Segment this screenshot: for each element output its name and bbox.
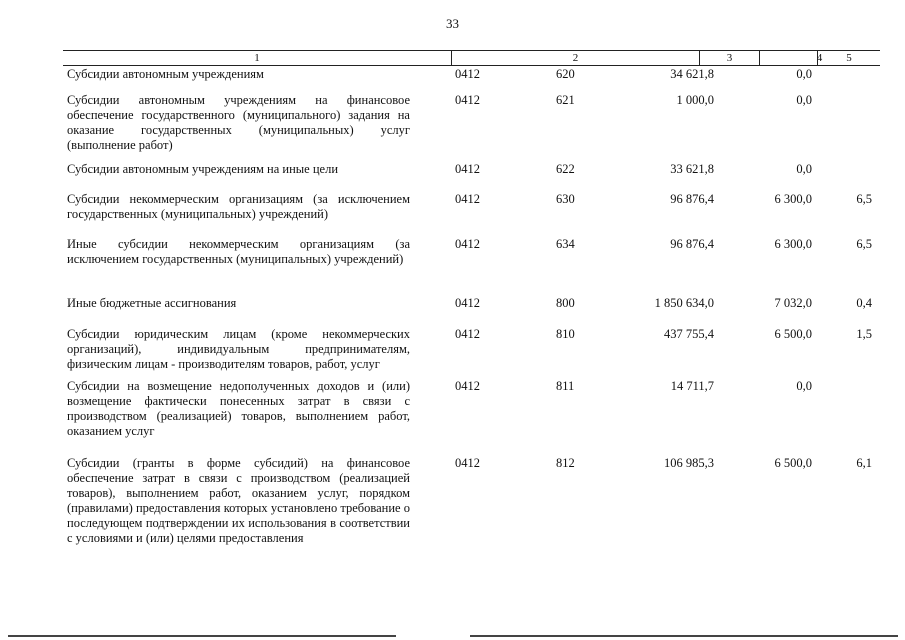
header-col-1: 1 <box>254 52 260 64</box>
row-code: 0412 <box>455 327 480 341</box>
row-name: Субсидии (гранты в форме субсидий) на финансовое обеспечение затрат в связи с производством (реализацией товаров), выполнением работ, оказанием услуг, порядком (правилами) предоставления которых установлено требование о последующем подтверждении их использования в соответствии с условиями и (или) целями предоставления <box>67 456 410 545</box>
row-col-4: 0,0 <box>796 162 812 176</box>
row-name: Субсидии на возмещение недополученных доходов и (или) возмещение фактически понесенных затрат в связи с производством (реализацией) товаров, выполнением работ, оказанием услуг <box>67 379 410 438</box>
row-code: 0412 <box>455 456 480 470</box>
footer-rule-left <box>8 635 396 637</box>
row-code: 0412 <box>455 67 480 81</box>
row-col-3: 96 876,4 <box>670 192 714 206</box>
row-name: Субсидии некоммерческим организациям (за исключением государственных (муниципальных) учреждений) <box>67 192 410 221</box>
row-subcode: 622 <box>556 162 575 176</box>
page-number: 33 <box>446 16 459 31</box>
row-code: 0412 <box>455 296 480 310</box>
row-name: Субсидии автономным учреждениям на финансовое обеспечение государственного (муниципального) задания на оказание государственных (муниципальных) услуг (выполнение работ) <box>67 93 410 152</box>
row-name: Иные субсидии некоммерческим организациям (за исключением государственных (муниципальных) учреждений) <box>67 237 410 266</box>
row-col-5: 0,4 <box>856 296 872 310</box>
header-col-4: 4 <box>759 51 879 65</box>
row-subcode: 621 <box>556 93 575 107</box>
row-col-5: 6,5 <box>856 192 872 206</box>
row-col-4: 0,0 <box>796 93 812 107</box>
row-col-4: 6 300,0 <box>774 192 812 206</box>
row-subcode: 800 <box>556 296 575 310</box>
row-col-3: 14 711,7 <box>670 379 714 393</box>
row-col-3: 1 000,0 <box>676 93 714 107</box>
row-code: 0412 <box>455 93 480 107</box>
row-col-4: 6 500,0 <box>774 456 812 470</box>
row-code: 0412 <box>455 192 480 206</box>
row-name: Субсидии автономным учреждениям <box>67 67 264 81</box>
row-col-3: 106 985,3 <box>664 456 714 470</box>
row-col-3: 1 850 634,0 <box>654 296 714 310</box>
row-code: 0412 <box>455 237 480 251</box>
row-name: Субсидии юридическим лицам (кроме некоммерческих организаций), индивидуальным предпринимателям, физическим лицам - производителям товаров, работ, услуг <box>67 327 410 371</box>
row-col-3: 34 621,8 <box>670 67 714 81</box>
row-col-4: 6 300,0 <box>774 237 812 251</box>
row-col-4: 7 032,0 <box>774 296 812 310</box>
header-col-2: 2 <box>451 51 699 65</box>
footer-rule-right <box>470 635 898 637</box>
row-col-3: 437 755,4 <box>664 327 714 341</box>
row-subcode: 620 <box>556 67 575 81</box>
row-subcode: 630 <box>556 192 575 206</box>
row-code: 0412 <box>455 379 480 393</box>
row-subcode: 811 <box>556 379 575 393</box>
row-col-3: 96 876,4 <box>670 237 714 251</box>
header-col-5: 5 <box>817 51 880 65</box>
row-subcode: 812 <box>556 456 575 470</box>
row-subcode: 634 <box>556 237 575 251</box>
row-subcode: 810 <box>556 327 575 341</box>
row-col-5: 6,1 <box>856 456 872 470</box>
row-name: Иные бюджетные ассигнования <box>67 296 237 310</box>
header-col-3: 3 <box>699 51 759 65</box>
row-col-5: 6,5 <box>856 237 872 251</box>
row-name: Субсидии автономным учреждениям на иные цели <box>67 162 339 176</box>
row-col-5: 1,5 <box>856 327 872 341</box>
table-header <box>63 50 880 66</box>
row-col-4: 6 500,0 <box>774 327 812 341</box>
row-col-4: 0,0 <box>796 379 812 393</box>
row-col-4: 0,0 <box>796 67 812 81</box>
row-col-3: 33 621,8 <box>670 162 714 176</box>
row-code: 0412 <box>455 162 480 176</box>
